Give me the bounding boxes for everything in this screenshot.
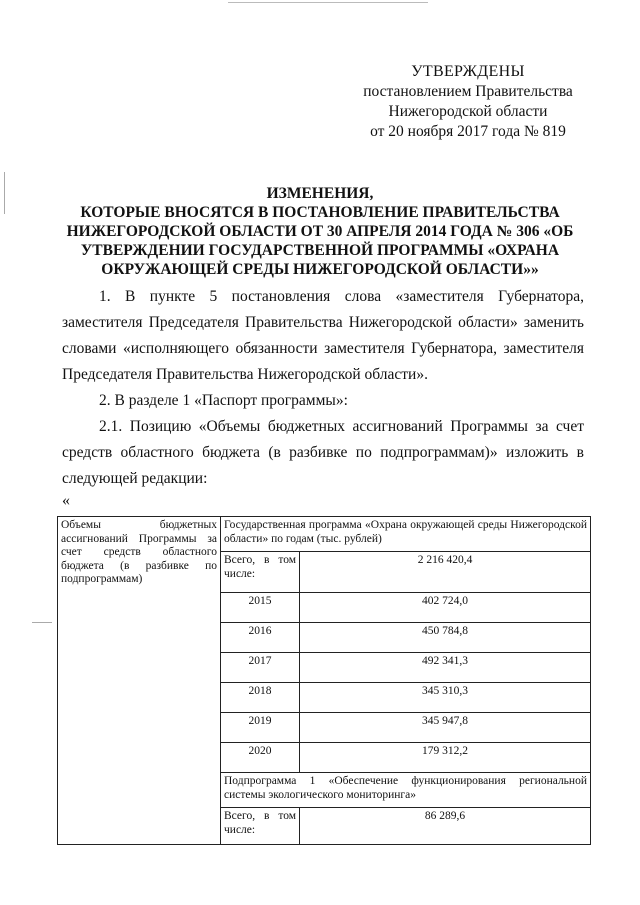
paragraph-1: 1. В пункте 5 постановления слова «заместителя Губернатора, заместителя Председателя Правительства Нижегородской области» заменить словами «исполняющего обязанности заместителя Губернатора, заместителя Председателя Правительства Нижегородской области». bbox=[62, 288, 584, 383]
approval-line-2: Нижегородской области bbox=[388, 103, 548, 120]
year-value-cell: 345 947,8 bbox=[300, 713, 591, 743]
title-line-3: НИЖЕГОРОДСКОЙ ОБЛАСТИ ОТ 30 АПРЕЛЯ 2014 ГОДА № 306 «ОБ bbox=[66, 223, 574, 240]
year-cell: 2020 bbox=[221, 743, 300, 773]
opening-quote: « bbox=[62, 492, 70, 509]
total-label: Всего, в том числе: bbox=[224, 554, 296, 580]
year-cell: 2018 bbox=[221, 683, 300, 713]
subprogram-1-total-label-cell bbox=[221, 808, 300, 845]
approval-line-1: постановлением Правительства bbox=[363, 83, 573, 100]
title-line-1: ИЗМЕНЕНИЯ, bbox=[266, 185, 374, 202]
paragraph-2: 2. В разделе 1 «Паспорт программы»: bbox=[99, 392, 348, 409]
year-cell: 2015 bbox=[221, 593, 300, 623]
year-cell: 2016 bbox=[221, 623, 300, 653]
year-cell: 2019 bbox=[221, 713, 300, 743]
year-value-cell: 450 784,8 bbox=[300, 623, 591, 653]
budget-allocation-label: Объемы бюджетных ассигнований Программы за счет средств областного бюджета (в разбивке по подпрограммам) bbox=[58, 517, 221, 845]
total-value-cell: 2 216 420,4 bbox=[300, 552, 591, 593]
subprogram-1-header-cell: Подпрограмма 1 «Обеспечение функционирования региональной системы экологического мониторинга» bbox=[221, 773, 591, 808]
year-value-cell: 402 724,0 bbox=[300, 593, 591, 623]
scan-mark-left-2 bbox=[32, 622, 52, 623]
year-cell: 2017 bbox=[221, 653, 300, 683]
subprogram-1-total-label: Всего, в том числе: bbox=[224, 810, 296, 836]
program-header-cell: Государственная программа «Охрана окружающей среды Нижегородской области» по годам (тыс. рублей) bbox=[221, 517, 591, 552]
title-line-2: КОТОРЫЕ ВНОСЯТСЯ В ПОСТАНОВЛЕНИЕ ПРАВИТЕЛЬСТВА bbox=[80, 204, 560, 221]
approval-stamp bbox=[352, 62, 584, 142]
scan-mark-left bbox=[4, 172, 5, 214]
title-line-5: ОКРУЖАЮЩЕЙ СРЕДЫ НИЖЕГОРОДСКОЙ ОБЛАСТИ»» bbox=[101, 261, 539, 278]
program-passport-table bbox=[57, 516, 591, 845]
approval-heading: УТВЕРЖДЕНЫ bbox=[411, 63, 525, 80]
title-line-4: УТВЕРЖДЕНИИ ГОСУДАРСТВЕННОЙ ПРОГРАММЫ «ОХРАНА bbox=[80, 242, 560, 259]
paragraph-3: 2.1. Позицию «Объемы бюджетных ассигнований Программы за счет средств областного бюджета (в разбивке по подпрограммам)» изложить в следующей редакции: bbox=[62, 418, 584, 487]
scan-mark-top bbox=[228, 2, 428, 3]
year-value-cell: 492 341,3 bbox=[300, 653, 591, 683]
approval-line-3: от 20 ноября 2017 года № 819 bbox=[370, 123, 566, 140]
year-value-cell: 179 312,2 bbox=[300, 743, 591, 773]
year-value-cell: 345 310,3 bbox=[300, 683, 591, 713]
total-label-cell bbox=[221, 552, 300, 593]
document-title bbox=[60, 184, 580, 279]
subprogram-1-total-value-cell: 86 289,6 bbox=[300, 808, 591, 845]
